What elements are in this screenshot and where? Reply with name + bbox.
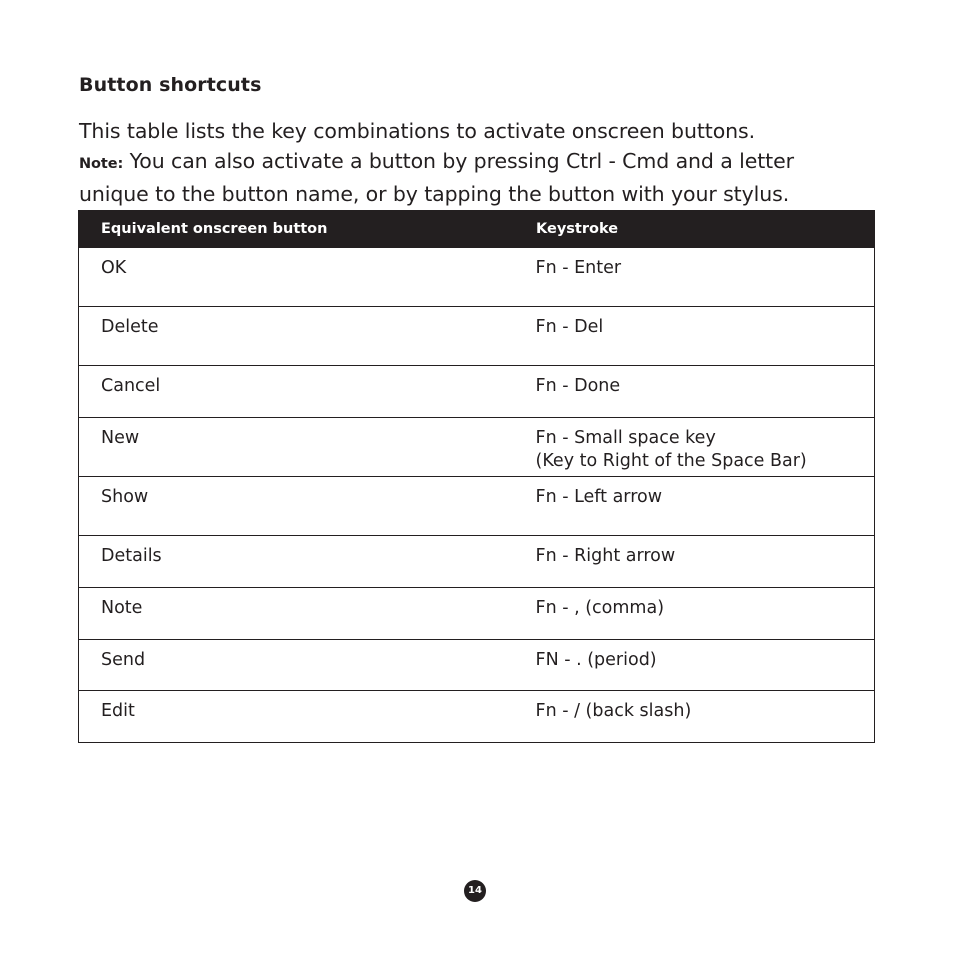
keystroke-cell xyxy=(514,307,875,366)
keystroke-cell xyxy=(514,418,875,477)
section-heading: Button shortcuts xyxy=(79,74,262,96)
button-cell: Delete xyxy=(79,307,514,366)
table-row xyxy=(79,248,875,307)
button-cell: Show xyxy=(79,477,514,536)
table-row xyxy=(79,588,875,640)
table-row xyxy=(79,691,875,743)
header-keystroke-column: Keystroke xyxy=(514,211,875,248)
keystroke-text: Fn - Small space key xyxy=(535,428,716,448)
keystroke-cell xyxy=(514,691,875,743)
table-row xyxy=(79,477,875,536)
keystroke-cell xyxy=(514,477,875,536)
table-row xyxy=(79,536,875,588)
button-cell: Cancel xyxy=(79,366,514,418)
table-row xyxy=(79,640,875,691)
intro-text: This table lists the key combinations to activate onscreen buttons. xyxy=(79,119,756,143)
keystroke-text: Fn - Right arrow xyxy=(535,546,676,566)
keystroke-text: FN - . (period) xyxy=(535,650,657,670)
keystroke-text: Fn - Done xyxy=(535,376,621,396)
page-number-badge: 14 xyxy=(464,880,486,902)
keystroke-cell xyxy=(514,536,875,588)
button-cell: Details xyxy=(79,536,514,588)
note-label: Note: xyxy=(79,156,124,172)
table-header-row xyxy=(79,211,875,248)
keystroke-cell xyxy=(514,366,875,418)
header-button-column: Equivalent onscreen button xyxy=(79,211,514,248)
button-cell: New xyxy=(79,418,514,477)
button-cell: Edit xyxy=(79,691,514,743)
keystroke-text: Fn - / (back slash) xyxy=(535,701,692,721)
keystroke-cell xyxy=(514,588,875,640)
table-row xyxy=(79,366,875,418)
note-text: You can also activate a button by pressing Ctrl - Cmd and a letter unique to the button name, or by tapping the button with your stylus. xyxy=(79,149,794,206)
table-row xyxy=(79,307,875,366)
keystroke-cell xyxy=(514,640,875,691)
keystroke-text: Fn - Enter xyxy=(535,258,622,278)
button-cell: OK xyxy=(79,248,514,307)
shortcut-table xyxy=(78,210,875,743)
intro-paragraph xyxy=(79,116,869,209)
keystroke-cell xyxy=(514,248,875,307)
keystroke-text: Fn - Left arrow xyxy=(535,487,663,507)
keystroke-text: Fn - Del xyxy=(535,317,604,337)
button-cell: Send xyxy=(79,640,514,691)
keystroke-text: Fn - , (comma) xyxy=(535,598,665,618)
table-row xyxy=(79,418,875,477)
button-cell: Note xyxy=(79,588,514,640)
keystroke-note: (Key to Right of the Space Bar) xyxy=(535,451,807,471)
